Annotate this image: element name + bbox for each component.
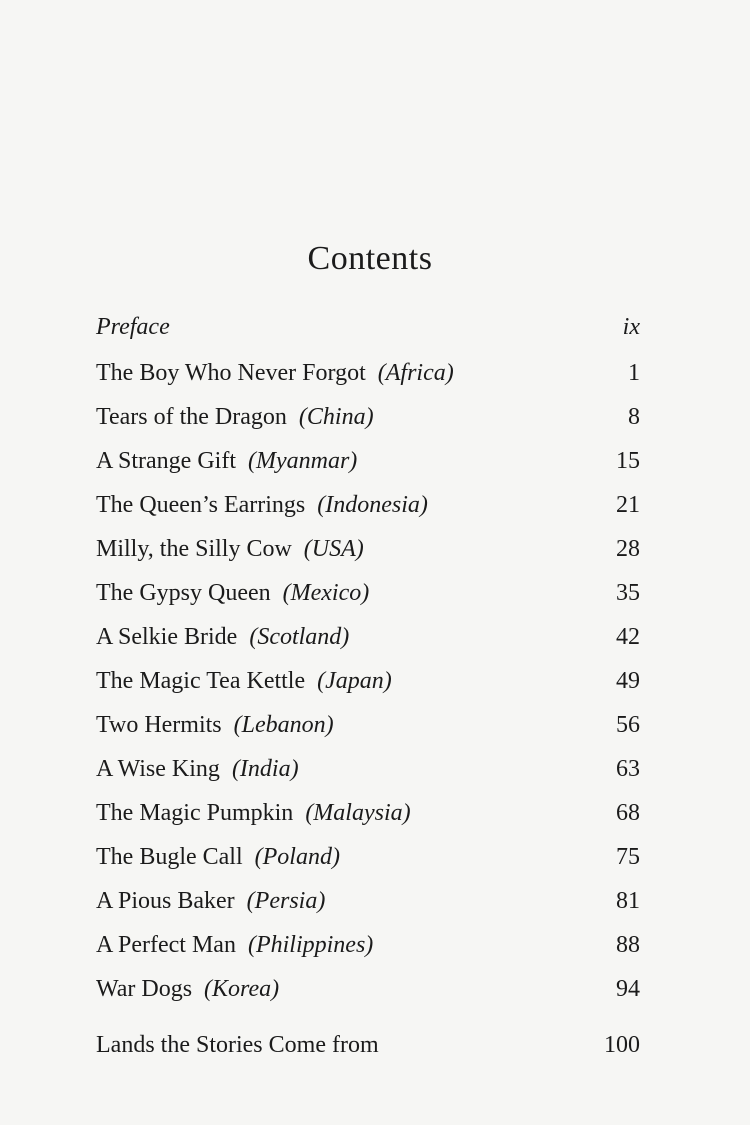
toc-item-region: (Japan) bbox=[317, 667, 392, 694]
toc-item-region: (USA) bbox=[303, 535, 364, 562]
toc-item-title: A Pious Baker bbox=[96, 887, 235, 914]
toc-item-title: A Perfect Man bbox=[96, 931, 236, 958]
toc-item-region: (Scotland) bbox=[249, 623, 350, 650]
toc-item bbox=[96, 747, 640, 791]
toc-item bbox=[96, 923, 640, 967]
toc-item-page: 15 bbox=[616, 447, 640, 474]
toc-item bbox=[96, 483, 640, 527]
toc-item bbox=[96, 659, 640, 703]
toc-item-region: (Mexico) bbox=[282, 579, 370, 606]
toc-item-region: (Myanmar) bbox=[247, 447, 358, 474]
toc-item-page: 81 bbox=[616, 887, 640, 914]
toc-item-page: 42 bbox=[616, 623, 640, 650]
toc-item-region: (Malaysia) bbox=[305, 799, 411, 826]
toc-item-page: 68 bbox=[616, 799, 640, 826]
toc-item bbox=[96, 439, 640, 483]
toc-item-page: 75 bbox=[616, 843, 640, 870]
toc-item-title: The Magic Tea Kettle bbox=[96, 667, 306, 694]
toc-item-region: (India) bbox=[231, 755, 299, 782]
toc-item-appendix bbox=[96, 1023, 640, 1067]
toc-item-title: Tears of the Dragon bbox=[96, 403, 287, 430]
toc-item-page: 28 bbox=[616, 535, 640, 562]
toc-item-title: The Magic Pumpkin bbox=[96, 799, 294, 826]
toc-item-title: The Bugle Call bbox=[96, 843, 243, 870]
toc-item-page: 88 bbox=[616, 931, 640, 958]
toc-item-title: War Dogs bbox=[96, 975, 193, 1002]
toc-item-title: Two Hermits bbox=[96, 711, 222, 738]
toc-item bbox=[96, 571, 640, 615]
toc-item bbox=[96, 879, 640, 923]
toc-item bbox=[96, 703, 640, 747]
toc-item-page: 56 bbox=[616, 711, 640, 738]
toc-item-page: ix bbox=[622, 313, 640, 340]
toc-item bbox=[96, 615, 640, 659]
toc-item-page: 8 bbox=[628, 403, 640, 430]
toc-item-title: The Queen’s Earrings bbox=[96, 491, 306, 518]
toc-item bbox=[96, 835, 640, 879]
toc-item-page: 94 bbox=[616, 975, 640, 1002]
toc-item-preface bbox=[96, 303, 640, 351]
toc-item-page: 49 bbox=[616, 667, 640, 694]
toc-item-title: Preface bbox=[96, 313, 170, 340]
toc-item-page: 35 bbox=[616, 579, 640, 606]
toc-item-region: (Indonesia) bbox=[317, 491, 428, 518]
toc-item bbox=[96, 967, 640, 1011]
toc-item-region: (Philippines) bbox=[247, 931, 374, 958]
toc-item bbox=[96, 395, 640, 439]
toc-item-region: (Africa) bbox=[377, 359, 454, 386]
toc-item-title: Milly, the Silly Cow bbox=[96, 535, 292, 562]
toc-item-page: 63 bbox=[616, 755, 640, 782]
page-title: Contents bbox=[307, 240, 433, 277]
toc-item bbox=[96, 791, 640, 835]
toc-item-title: A Wise King bbox=[96, 755, 220, 782]
toc-item bbox=[96, 527, 640, 571]
toc-item-title: A Selkie Bride bbox=[96, 623, 238, 650]
toc-item-title: Lands the Stories Come from bbox=[96, 1031, 379, 1058]
toc-item-title: The Boy Who Never Forgot bbox=[96, 359, 366, 386]
toc-item-page: 100 bbox=[604, 1031, 640, 1058]
table-of-contents bbox=[96, 303, 640, 1067]
toc-item-page: 1 bbox=[628, 359, 640, 386]
toc-item-region: (Lebanon) bbox=[233, 711, 334, 738]
toc-item-region: (Poland) bbox=[254, 843, 340, 870]
toc-item-region: (Persia) bbox=[246, 887, 326, 914]
toc-item-region: (Korea) bbox=[204, 975, 280, 1002]
toc-item-title: The Gypsy Queen bbox=[96, 579, 271, 606]
toc-item-page: 21 bbox=[616, 491, 640, 518]
toc-item-region: (China) bbox=[298, 403, 374, 430]
toc-item-title: A Strange Gift bbox=[96, 447, 236, 474]
toc-item bbox=[96, 351, 640, 395]
